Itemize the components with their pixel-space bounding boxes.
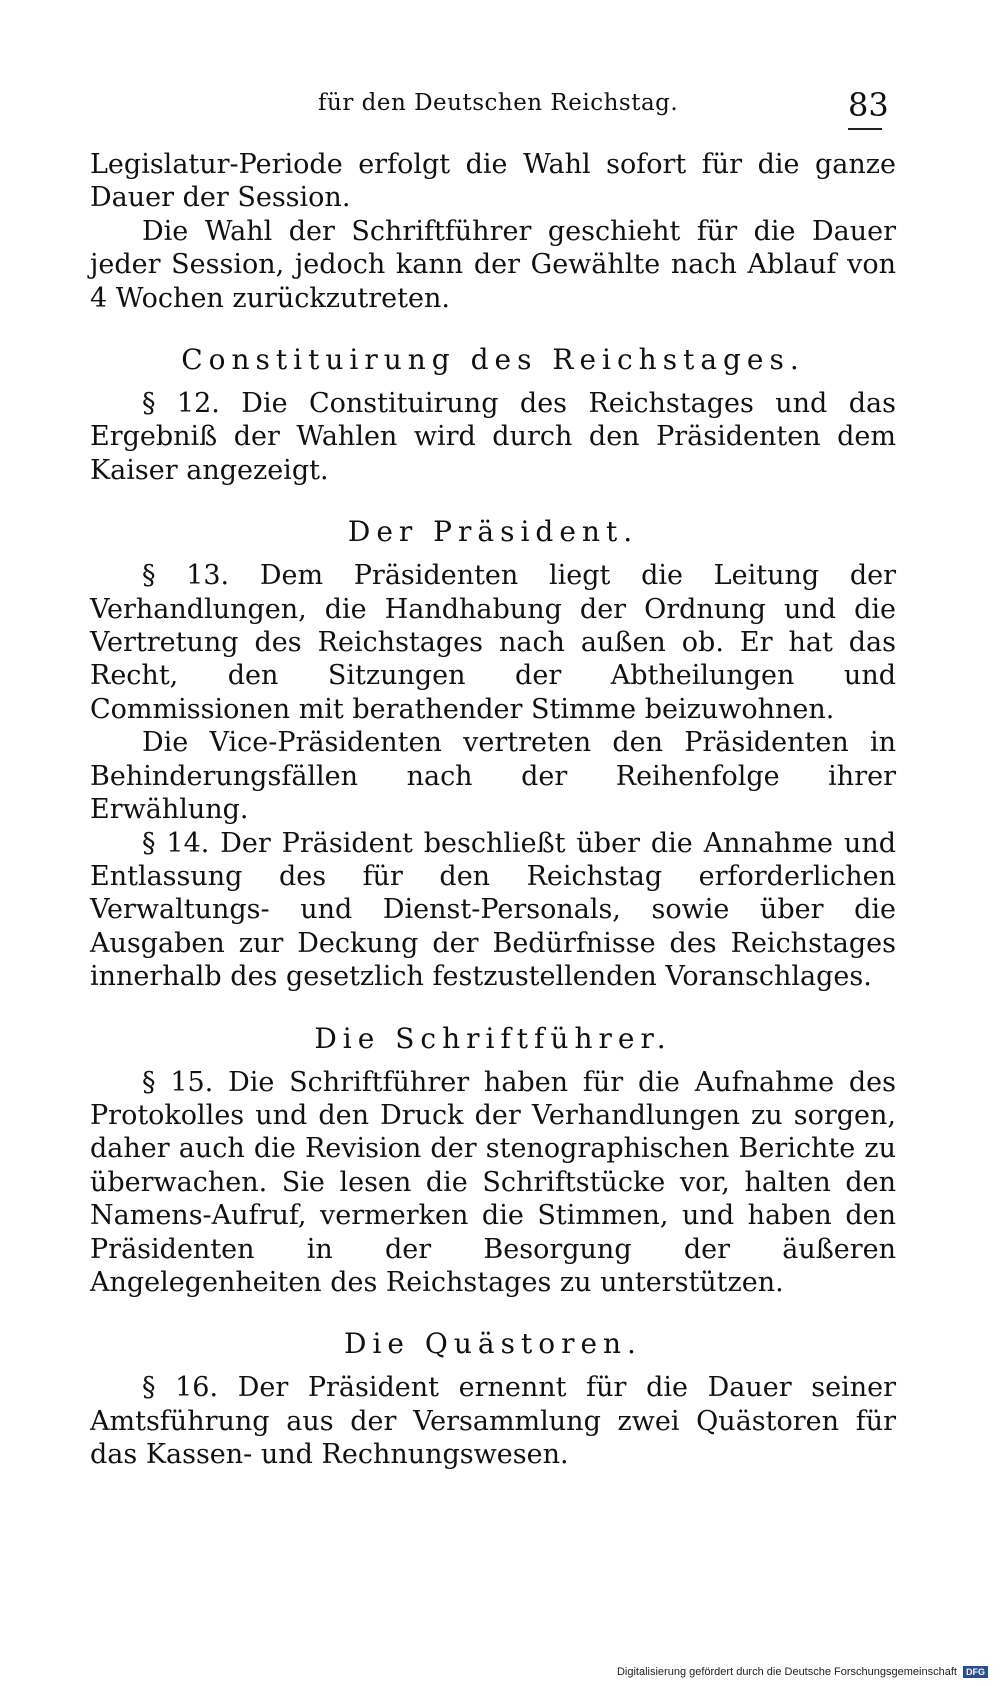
heading-schriftfuehrer: Die Schriftführer.: [314, 1021, 672, 1055]
paragraph-section-14: § 14. Der Präsident beschließt über die Annahme und Entlassung des für den Reichstag erforderlichen Verwaltungs- und Dienst-Personals, sowie über die Ausgaben zur Deckung der Bedürfnisse des Reichstages innerhalb des gesetzlich festzustellenden Voranschlages.: [90, 827, 896, 993]
running-title: für den Deutschen Reichstag.: [318, 90, 679, 116]
body-text: [90, 148, 896, 1472]
paragraph-schriftfuehrer-wahl: Die Wahl der Schriftführer geschieht für die Dauer jeder Session, jedoch kann der Gewählte nach Ablauf von 4 Wochen zurückzutreten.: [90, 215, 896, 314]
running-head: [0, 86, 1000, 126]
paragraph-section-13: § 13. Dem Präsidenten liegt die Leitung der Verhandlungen, die Handhabung der Ordnung und die Vertretung des Reichstages nach außen ob. Er hat das Recht, den Sitzungen der Abtheilungen und Commissionen mit berathender Stimme beizuwohnen.: [90, 560, 896, 725]
paragraph-vice-praesidenten: Die Vice-Präsidenten vertreten den Präsidenten in Behinderungsfällen nach der Reihenfolge ihrer Erwählung.: [90, 727, 896, 826]
paragraph-section-15: § 15. Die Schriftführer haben für die Aufnahme des Protokolles und den Druck der Verhandlungen zu sorgen, daher auch die Revision der stenographischen Berichte zu überwachen. Sie lesen die Schriftstücke vor, halten den Namens-Aufruf, vermerken die Stimmen, und haben den Präsidenten in der Besorgung der äußeren Angelegenheiten des Reichstages zu unterstützen.: [90, 1066, 896, 1298]
page-number-rule: [848, 128, 882, 130]
heading-constituirung: Constituirung des Reichstages.: [181, 343, 805, 377]
digitization-credit-text: Digitalisierung gefördert durch die Deutsche Forschungsgemeinschaft: [616, 1665, 957, 1678]
page-number: 83: [848, 86, 889, 124]
heading-quaestoren: Die Quästoren.: [344, 1327, 642, 1361]
heading-praesident: Der Präsident.: [347, 515, 639, 549]
paragraph-section-16: § 16. Der Präsident ernennt für die Dauer seiner Amtsführung aus der Versammlung zwei Quästoren für das Kassen- und Rechnungswesen.: [90, 1372, 896, 1471]
digitization-credit: [617, 1666, 988, 1678]
paragraph-section-12: § 12. Die Constituirung des Reichstages und das Ergebniß der Wahlen wird durch den Präsidenten dem Kaiser angezeigt.: [90, 388, 896, 486]
dfg-logo: DFG: [963, 1666, 988, 1678]
paragraph-continuation: Legislatur-Periode erfolgt die Wahl sofort für die ganze Dauer der Session.: [90, 149, 896, 214]
